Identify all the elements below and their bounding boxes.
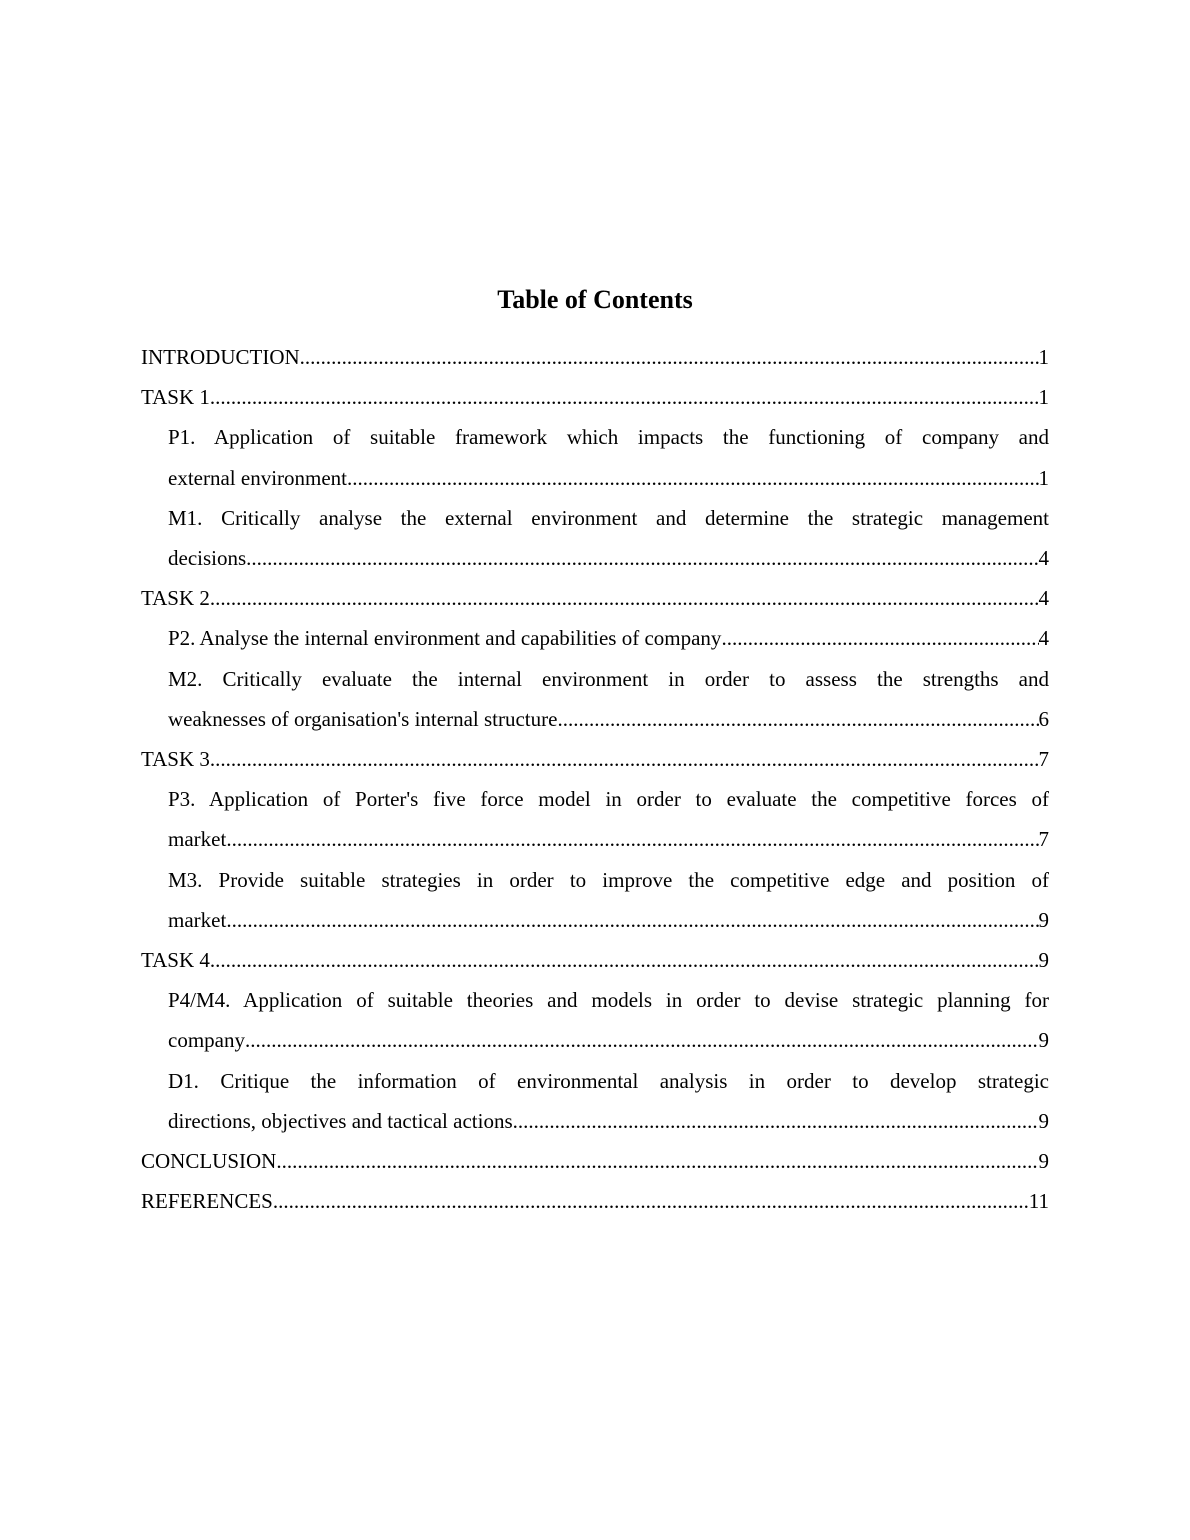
toc-entry-task-2[interactable] [141, 578, 1049, 618]
toc-entry-conclusion[interactable] [141, 1141, 1049, 1181]
toc-page-number: 11 [1028, 1189, 1049, 1214]
toc-page-number: 9 [1038, 907, 1049, 932]
toc-entry-task-3[interactable] [141, 739, 1049, 779]
toc-page-number: 1 [1038, 465, 1049, 490]
toc-page-number: 1 [1038, 385, 1049, 410]
toc-list [141, 337, 1049, 1221]
toc-page-number: 6 [1038, 706, 1049, 731]
toc-entry-label: market [168, 907, 227, 932]
toc-entry-label: CONCLUSION [141, 1149, 277, 1174]
toc-leader-dots [721, 618, 1038, 658]
toc-entry-label: decisions [168, 546, 247, 571]
toc-page-number: 9 [1038, 948, 1049, 973]
toc-page-number: 1 [1038, 345, 1049, 369]
toc-entry-label: external environment [168, 465, 348, 490]
toc-entry-label: weaknesses of organisation's internal structure [168, 706, 558, 731]
toc-leader-dots [210, 377, 1039, 417]
toc-title: Table of Contents [497, 285, 693, 314]
toc-leader-dots [557, 699, 1038, 739]
toc-leader-dots [347, 458, 1038, 498]
toc-entry-m3[interactable] [141, 860, 1049, 940]
toc-entry-p2[interactable] [141, 618, 1049, 658]
toc-leader-dots [246, 538, 1038, 578]
toc-entry-d1[interactable] [141, 1061, 1049, 1141]
toc-leader-dots [210, 578, 1039, 618]
toc-entry-introduction[interactable] [141, 337, 1049, 377]
toc-page-number: 4 [1038, 586, 1049, 611]
toc-leader-dots [226, 900, 1038, 940]
toc-entry-label: market [168, 827, 227, 852]
toc-leader-dots [273, 1181, 1029, 1221]
toc-entry-m2[interactable] [141, 659, 1049, 739]
toc-leader-dots [226, 819, 1038, 859]
toc-entry-label: INTRODUCTION [141, 345, 300, 369]
toc-page-number: 4 [1038, 546, 1049, 571]
toc-page-number: 9 [1038, 1108, 1049, 1133]
toc-entry-m1[interactable] [141, 498, 1049, 578]
toc-entry-first-line: M2. Critically evaluate the internal environment in order to assess the strengths and [168, 666, 1049, 691]
toc-entry-references[interactable] [141, 1181, 1049, 1221]
toc-entry-label: TASK 2 [141, 586, 210, 611]
toc-entry-label: company [168, 1028, 245, 1053]
toc-entry-p3[interactable] [141, 779, 1049, 859]
toc-entry-first-line: P4/M4. Application of suitable theories and models in order to devise strategic planning for [168, 988, 1049, 1013]
toc-page-number: 4 [1038, 626, 1049, 651]
toc-leader-dots [276, 1141, 1038, 1181]
toc-page-number: 7 [1038, 747, 1049, 772]
toc-leader-dots [210, 739, 1039, 779]
toc-leader-dots [210, 940, 1039, 980]
toc-entry-label: TASK 1 [141, 385, 210, 410]
toc-leader-dots [513, 1101, 1039, 1141]
toc-entry-label: TASK 3 [141, 747, 210, 772]
toc-entry-first-line: M3. Provide suitable strategies in order to improve the competitive edge and position of [168, 867, 1049, 892]
toc-page-number: 9 [1038, 1028, 1049, 1053]
toc-entry-label: TASK 4 [141, 948, 210, 973]
toc-entry-first-line: M1. Critically analyse the external environment and determine the strategic management [168, 505, 1049, 530]
toc-entry-label: P2. Analyse the internal environment and capabilities of company [168, 626, 722, 651]
toc-entry-label: REFERENCES [141, 1189, 273, 1214]
toc-page-number: 7 [1038, 827, 1049, 852]
toc-entry-first-line: D1. Critique the information of environmental analysis in order to develop strategic [168, 1068, 1049, 1093]
toc-leader-dots [245, 1020, 1039, 1060]
toc-entry-first-line: P1. Application of suitable framework which impacts the functioning of company and [168, 425, 1049, 450]
toc-entry-first-line: P3. Application of Porter's five force model in order to evaluate the competitive forces of [168, 787, 1049, 812]
toc-entry-task-1[interactable] [141, 377, 1049, 417]
toc-entry-p1[interactable] [141, 417, 1049, 497]
toc-leader-dots [300, 337, 1039, 377]
toc-page-number: 9 [1038, 1149, 1049, 1174]
toc-entry-label: directions, objectives and tactical actions [168, 1108, 513, 1133]
toc-entry-task-4[interactable] [141, 940, 1049, 980]
toc-entry-p4-m4[interactable] [141, 980, 1049, 1060]
